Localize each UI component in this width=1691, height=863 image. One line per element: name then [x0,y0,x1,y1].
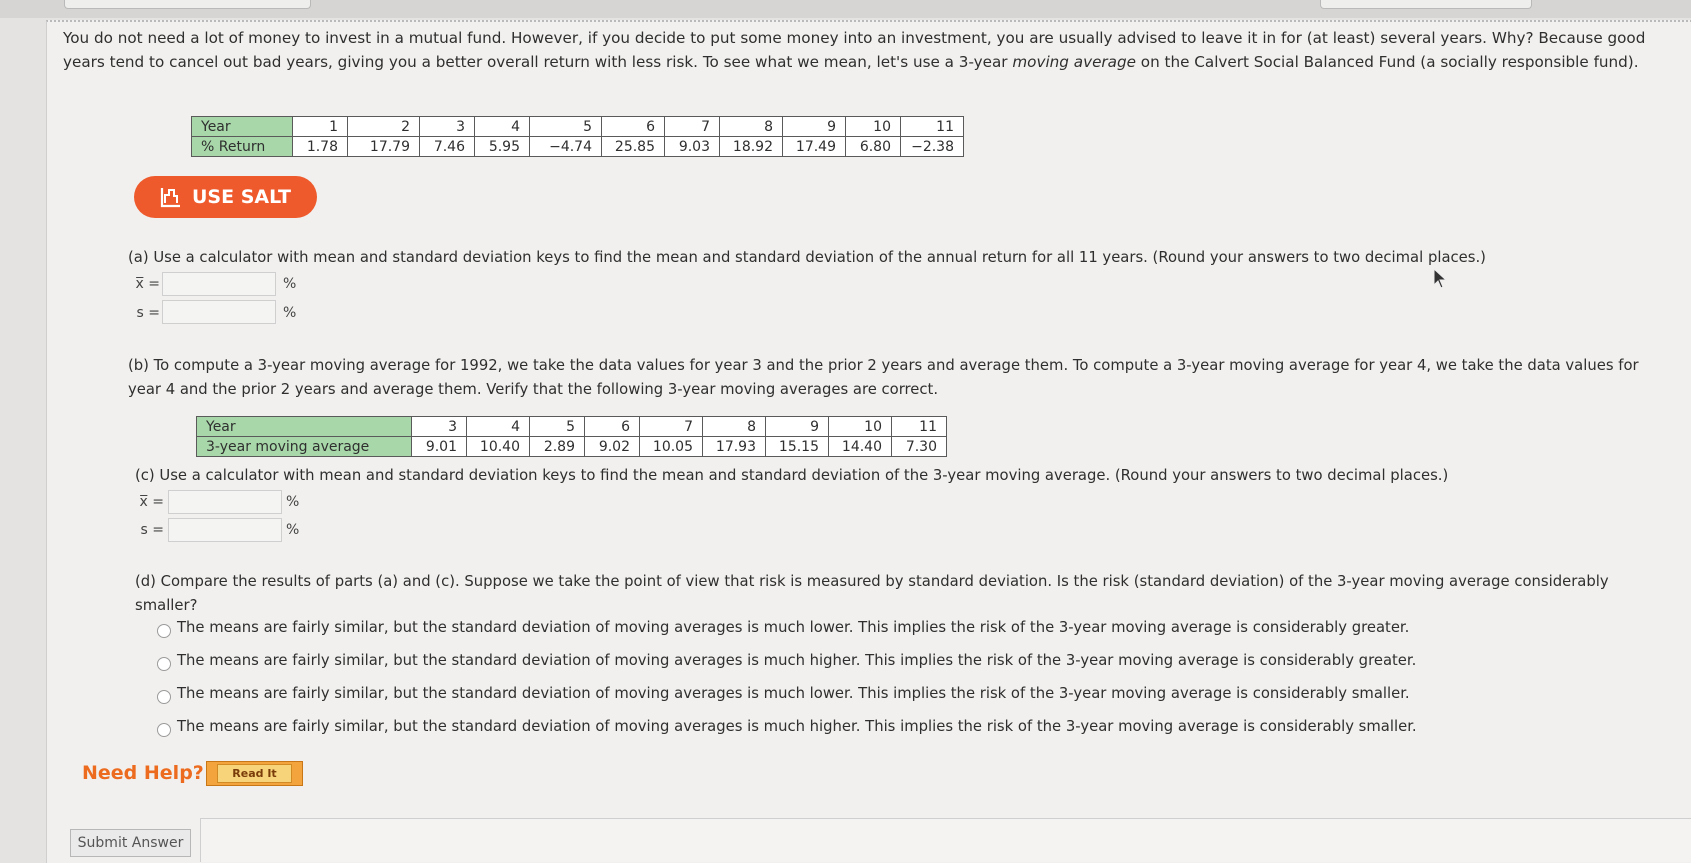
table1-year: 10 [846,117,901,137]
mouse-pointer-icon [1433,268,1449,290]
intro-paragraph [63,26,1673,74]
table1-year: 11 [901,117,964,137]
table2-average: 7.30 [892,437,947,457]
submit-answer-button[interactable]: Submit Answer [70,829,191,857]
table1-return: 7.46 [420,137,475,157]
moving-table-year-row [197,417,947,437]
table1-return: 25.85 [602,137,665,157]
table2-year: 11 [892,417,947,437]
returns-table-year-row [192,117,964,137]
part-a-sd-label: s = [136,305,160,321]
table1-return: 17.79 [348,137,420,157]
table2-year: 5 [530,417,585,437]
table2-average: 15.15 [766,437,829,457]
option-1-label[interactable]: The means are fairly similar, but the standard deviation of moving averages is much lower. This implies the risk of the 3-year moving average is considerably greater. [177,619,1410,636]
use-salt-button[interactable] [134,176,317,218]
table2-year: 8 [703,417,766,437]
table2-year: 4 [467,417,530,437]
table2-year: 6 [585,417,640,437]
table1-return-label: % Return [192,137,293,157]
option-2-label[interactable]: The means are fairly similar, but the standard deviation of moving averages is much higher. This implies the risk of the 3-year moving average is considerably greater. [177,652,1417,669]
table1-year-label: Year [192,117,293,137]
submit-bar [200,818,1691,862]
table1-year: 6 [602,117,665,137]
returns-table [191,116,964,157]
use-salt-label: USE SALT [191,186,292,208]
table2-average: 2.89 [530,437,585,457]
table1-year: 1 [293,117,348,137]
part-c-mean-label: x̅ = [139,494,164,510]
table2-average: 9.01 [412,437,467,457]
intro-emphasis: moving average [1012,53,1136,71]
part-d-text: (d) Compare the results of parts (a) and (c). Suppose we take the point of view that risk is measured by standard deviation. Is the risk (standard deviation) of the 3-year moving average considerably smaller? [135,573,1609,614]
part-a-text: (a) Use a calculator with mean and standard deviation keys to find the mean and standard deviation of the annual return for all 11 years. (Round your answers to two decimal places.) [128,249,1486,266]
moving-average-table-wrap [196,416,947,457]
moving-table-average-row [197,437,947,457]
table1-year: 3 [420,117,475,137]
table1-return: 9.03 [665,137,720,157]
returns-table-wrap [191,116,964,157]
table1-year: 5 [530,117,602,137]
option-3-label[interactable]: The means are fairly similar, but the standard deviation of moving averages is much lower. This implies the risk of the 3-year moving average is considerably smaller. [177,685,1410,702]
table2-year: 10 [829,417,892,437]
table2-year: 3 [412,417,467,437]
table1-return: 6.80 [846,137,901,157]
part-a-mean-unit: % [283,276,297,292]
part-c-mean-input[interactable] [168,490,282,514]
option-4-radio[interactable] [157,723,171,737]
table1-year: 2 [348,117,420,137]
table1-year: 8 [720,117,783,137]
read-it-button[interactable] [206,761,303,786]
table1-year: 9 [783,117,846,137]
table2-average: 10.05 [640,437,703,457]
intro-text-1: You do not need a lot of money to invest in a mutual fund. However, if you decide to put some money into an investment, you are usually advised to leave it in for (at least) several years. Why? Because good years tend to cancel out bad years, giving you a better overall return with less risk. To see what we mean, let's use a 3-year [63,29,1646,71]
option-4-label[interactable]: The means are fairly similar, but the standard deviation of moving averages is much higher. This implies the risk of the 3-year moving average is considerably smaller. [177,718,1417,735]
table1-return: 5.95 [475,137,530,157]
top-tab-left [64,0,311,9]
option-3-radio[interactable] [157,690,171,704]
option-2-radio[interactable] [157,657,171,671]
returns-table-return-row [192,137,964,157]
table1-return: −4.74 [530,137,602,157]
read-it-label: Read It [217,764,291,783]
table2-average: 9.02 [585,437,640,457]
part-a-sd-unit: % [283,305,297,321]
part-c-sd-input[interactable] [168,518,282,542]
table1-year: 7 [665,117,720,137]
part-b-text: (b) To compute a 3-year moving average for 1992, we take the data values for year 3 and the prior 2 years and average them. To compute a 3-year moving average for year 4, we take the data values for year 4 and the prior 2 years and average them. Verify that the following 3-year moving averages are correct. [128,357,1639,398]
part-a-mean-label: x̅ = [135,276,160,292]
intro-text-2: on the Calvert Social Balanced Fund (a socially responsible fund). [1135,53,1639,71]
option-1-radio[interactable] [157,624,171,638]
table2-year: 9 [766,417,829,437]
table1-return: 1.78 [293,137,348,157]
table2-average: 14.40 [829,437,892,457]
table2-year-label: Year [197,417,412,437]
part-a-sd-input[interactable] [162,300,276,324]
table1-year: 4 [475,117,530,137]
need-help-label: Need Help? [82,762,204,784]
table2-average: 17.93 [703,437,766,457]
table1-return: 17.49 [783,137,846,157]
top-tab-right [1320,0,1532,9]
part-c-sd-label: s = [140,522,164,538]
part-c-sd-unit: % [286,522,300,538]
table1-return: 18.92 [720,137,783,157]
table2-average-label: 3-year moving average [197,437,412,457]
browser-top-strip [0,0,1691,18]
table1-return: −2.38 [901,137,964,157]
table2-average: 10.40 [467,437,530,457]
table2-year: 7 [640,417,703,437]
part-c-mean-unit: % [286,494,300,510]
part-c-text: (c) Use a calculator with mean and standard deviation keys to find the mean and standard deviation of the 3-year moving average. (Round your answers to two decimal places.) [135,467,1449,484]
salt-chart-icon [160,186,182,208]
part-a-mean-input[interactable] [162,272,276,296]
moving-average-table [196,416,947,457]
